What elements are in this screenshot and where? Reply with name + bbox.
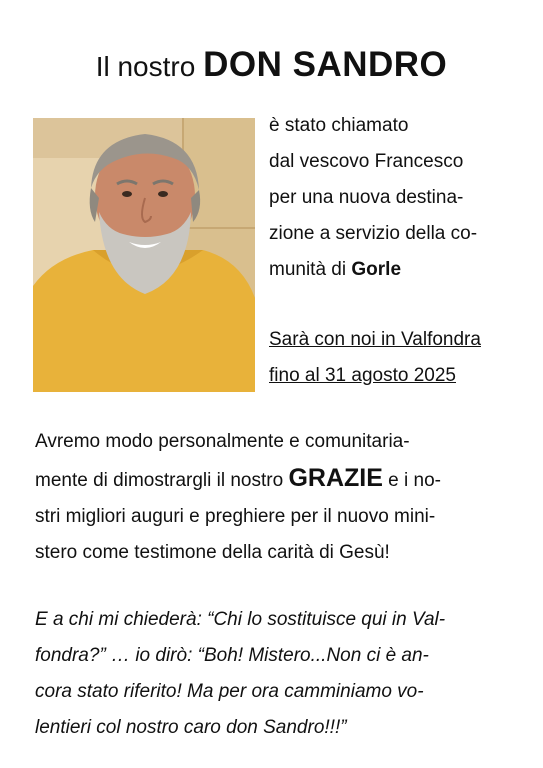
- intro-column: [269, 108, 537, 394]
- intro-place: Gorle: [351, 259, 402, 280]
- intro-last-prefix: munità di: [269, 259, 347, 280]
- thanks-line-3: stri migliori auguri e preghiere per il nuovo mini-: [35, 506, 436, 527]
- closing-line: fondra?” … io dirò: “Boh! Mistero...Non ci è an-: [35, 645, 429, 666]
- thanks-line-4: stero come testimone della carità di Gesù!: [35, 542, 390, 563]
- intro-line: per una nuova destina-: [269, 187, 464, 208]
- thanks-line-2-prefix: mente di dimostrargli il nostro: [35, 470, 284, 491]
- title-prefix: Il nostro: [95, 51, 196, 82]
- until-line-2: [269, 358, 537, 394]
- intro-line: è stato chiamato: [269, 115, 409, 136]
- title-name: DON SANDRO: [203, 45, 448, 84]
- thanks-line-2-suffix: e i no-: [388, 470, 441, 491]
- page-title: [0, 40, 543, 92]
- closing-line: cora stato riferito! Ma per ora camminiamo vo-: [35, 681, 424, 702]
- portrait-illustration: [33, 118, 255, 392]
- until-text-1: Sarà con noi in Valfondra: [269, 329, 481, 350]
- thanks-line-2: [35, 460, 515, 499]
- until-line-1: [269, 322, 537, 358]
- intro-line: dal vescovo Francesco: [269, 151, 464, 172]
- closing-paragraph: [35, 602, 515, 746]
- thanks-line-1: Avremo modo personalmente e comunitaria-: [35, 431, 410, 452]
- intro-line: zione a servizio della co-: [269, 223, 478, 244]
- grazie-word: GRAZIE: [288, 464, 383, 492]
- intro-line-last: [269, 252, 537, 288]
- thanks-paragraph: [35, 424, 515, 571]
- closing-line: lentieri col nostro caro don Sandro!!!”: [35, 717, 347, 738]
- closing-line: E a chi mi chiederà: “Chi lo sostituisce qui in Val-: [35, 609, 446, 630]
- until-text-2: fino al 31 agosto 2025: [269, 365, 456, 386]
- portrait-photo: [33, 118, 255, 392]
